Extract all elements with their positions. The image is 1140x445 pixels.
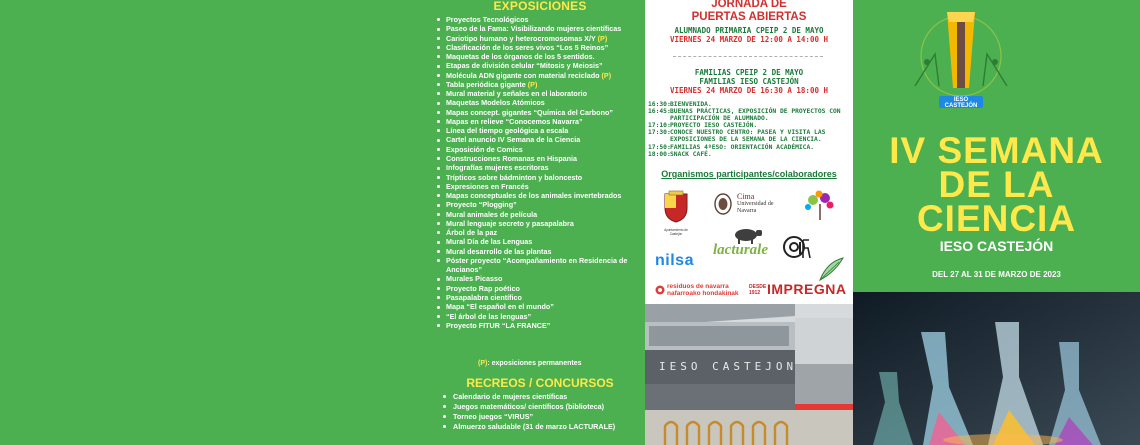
schedule-time: 16:45:: [648, 108, 671, 116]
emblem-label: IESO CASTEJÓN: [944, 97, 978, 109]
exposicion-label: Mural lenguaje secreto y pasapalabra: [446, 218, 574, 228]
at-logo: [781, 232, 811, 262]
exposicion-label: Proyecto Rap poético: [446, 283, 520, 293]
building-sign: IESO CASTEJON: [659, 360, 798, 373]
schedule-text: BUENAS PRÁCTICAS, EXPOSICIÓN DE PROYECTOS CON PARTICIPACIÓN DE ALUMNADO.: [670, 108, 841, 123]
recreo-item: Torneo juegos “VIRUS”: [443, 412, 643, 422]
exposicion-item: [437, 80, 645, 89]
schedule-row: [648, 129, 850, 143]
alumnado-date: VIERNES 24 MARZO DE 12:00 A 14:00 H: [669, 35, 829, 44]
feather-icon: [817, 256, 845, 282]
permanent-note: [478, 360, 582, 367]
exposicion-item: [437, 163, 645, 172]
exposicion-label: Póster proyecto “Acompañamiento en Residencia de Ancianos”: [446, 255, 628, 275]
exposicion-label: Pasapalabra científico: [446, 292, 522, 302]
schedule-row: [648, 151, 850, 158]
exposicion-label: Molécula ADN gigante con material reciclado: [446, 70, 600, 80]
recreo-item: Calendario de mujeres científicas: [443, 392, 643, 402]
exposicion-item: [437, 145, 645, 154]
lab-flasks-photo: [853, 292, 1140, 445]
exposicion-item: [437, 256, 637, 275]
exposiciones-list: [437, 15, 645, 330]
schedule-row: [648, 108, 850, 122]
exposicion-label: Clasificación de los seres vivos “Los 5 Reinos”: [446, 42, 609, 52]
open-day-title: [645, 0, 853, 23]
exposicion-item: [437, 182, 645, 191]
exposicion-label: Cartel anuncio IV Semana de la Ciencia: [446, 135, 581, 145]
exposicion-item: [437, 52, 645, 61]
exposicion-label: Mural Día de las Lenguas: [446, 237, 533, 247]
exposicion-label: Proyecto FITUR “LA FRANCE”: [446, 320, 551, 330]
exposicion-item: [437, 117, 645, 126]
residuos-line-1: residuos de navarra: [667, 283, 729, 290]
exposicion-item: [437, 135, 645, 144]
schedule-row: [648, 122, 850, 129]
organizations-heading: Organismos participantes/colaboradores: [661, 169, 837, 179]
exposicion-item: [437, 154, 645, 163]
schedule-time: 17:50:: [648, 143, 671, 151]
exposicion-label: Mural animales de película: [446, 209, 538, 219]
exposicion-item: [437, 312, 645, 321]
exposicion-label: Infografías mujeres escritoras: [446, 163, 549, 173]
shield-icon: [659, 190, 693, 224]
exposicion-item: [437, 200, 645, 209]
school-building-photo: [645, 304, 853, 445]
impregna-year: DESDE 1912: [749, 284, 767, 296]
main-title-line1: IV SEMANA: [889, 130, 1104, 171]
exposicion-item: [437, 15, 645, 24]
emblem-icon: [909, 4, 1013, 110]
exposicion-label: Mapas en relieve “Conocemos Navarra”: [446, 116, 583, 126]
exposicion-label: “El árbol de las lenguas”: [446, 311, 532, 321]
exposicion-item: [437, 61, 645, 70]
exposicion-item: [437, 321, 645, 330]
date-range: DEL 27 AL 31 DE MARZO DE 2023: [932, 270, 1061, 279]
schedule-text: SNACK CAFÉ.: [670, 150, 712, 158]
exposicion-label: Proyecto “Plogging”: [446, 200, 517, 210]
exposicion-label: Maquetas de los órganos de los 5 sentidos.: [446, 52, 595, 62]
exposicion-item: [437, 43, 645, 52]
recreo-item: Juegos matemáticos/ científicos (biblioteca): [443, 402, 643, 412]
exposicion-item: [437, 293, 645, 302]
ayuntamiento-logo: [659, 190, 693, 238]
exposicion-item: [437, 302, 645, 311]
alumnado-line: ALUMNADO PRIMARIA CPEIP 2 DE MAYO: [674, 26, 824, 35]
permanent-note-text: : exposiciones permanentes: [487, 360, 582, 367]
exposicion-label: Mapas conceptuales de los animales invertebrados: [446, 191, 622, 201]
residuos-line-2: nafarroako hondakinak: [667, 290, 739, 297]
sponsor-logos: [653, 186, 847, 304]
permanent-badge: (P): [527, 79, 538, 89]
residuos-logo: [655, 282, 739, 302]
exposicion-item: [437, 247, 645, 256]
exposicion-item: [437, 284, 645, 293]
schedule-time: 17:30:: [648, 129, 671, 137]
recreos-list: [443, 392, 643, 432]
exposicion-item: [437, 126, 645, 135]
nilsa-logo: [655, 252, 707, 272]
flasks-illustration: [853, 292, 1140, 445]
tree-logo: [797, 190, 843, 222]
tree-icon: [797, 190, 843, 222]
school-name: IESO CASTEJÓN: [939, 238, 1054, 254]
main-title: [853, 130, 1140, 239]
permanent-note-marker: (P): [478, 360, 488, 367]
exposicion-item: [437, 71, 645, 80]
familias-line-2: FAMILIAS IESO CASTEJÓN: [699, 77, 799, 86]
exposicion-item: [437, 89, 645, 98]
exposicion-item: [437, 237, 645, 246]
schedule-text: BIENVENIDA.: [670, 101, 712, 108]
exposicion-label: Línea del tiempo geológica a escala: [446, 126, 569, 136]
feather-logo: [817, 256, 845, 282]
exposicion-label: Maquetas Modelos Atómicos: [446, 98, 545, 108]
schedule-text: PROYECTO IESO CASTEJÓN.: [670, 122, 758, 130]
exposicion-label: Mapa “El español en el mundo”: [446, 302, 554, 312]
building-illustration: [645, 304, 853, 445]
schedule-text: CONOCE NUESTRO CENTRO: PASEA Y VISITA LAS EXPOSICIONES DE LA SEMANA DE LA CIENCIA.: [670, 129, 826, 144]
dashed-divider: [673, 56, 823, 57]
title-panel: [853, 0, 1140, 445]
schedule-list: [648, 101, 850, 158]
seal-icon: [713, 192, 733, 216]
ayuntamiento-label: Ayuntamiento de Castejón: [664, 228, 688, 236]
permanent-badge: (P): [597, 33, 608, 43]
exposicion-label: Expresiones en Francés: [446, 181, 529, 191]
exposicion-label: Proyectos Tecnológicos: [446, 15, 529, 24]
exposicion-label: Murales Picasso: [446, 274, 503, 284]
exposicion-item: [437, 210, 645, 219]
exposicion-item: [437, 173, 645, 182]
exposicion-label: Paseo de la Fama: Visibilizando mujeres científicas: [446, 24, 622, 34]
cima-name: Cima: [737, 192, 755, 201]
schedule-time: 16:30:: [648, 101, 671, 108]
exposicion-item: [437, 228, 645, 237]
exposicion-item: [437, 24, 645, 33]
exposicion-item: [437, 98, 645, 107]
open-day-title-line1: JORNADA DE: [711, 0, 787, 10]
recreo-item: Almuerzo saludable (31 de marzo LACTURALE): [443, 422, 643, 432]
familias-date: VIERNES 24 MARZO DE 16:30 A 18:00 H: [669, 86, 829, 95]
lacturale-wordmark: lacturale: [713, 242, 768, 258]
exposicion-label: Árbol de la paz: [446, 228, 498, 238]
exposicion-item: [437, 274, 645, 283]
exposicion-label: Etapas de división celular “Mitosis y Meiosis”: [446, 61, 603, 71]
permanent-badge: (P): [601, 70, 612, 80]
open-day-panel: [645, 0, 853, 445]
exposiciones-heading: EXPOSICIONES: [493, 0, 587, 13]
exposicion-label: Cariotipo humano y heterocromosomas X/Y: [446, 33, 596, 43]
exposicion-item: [437, 219, 645, 228]
exposicion-label: Tabla periódica gigante: [446, 79, 526, 89]
exposicion-item: [437, 34, 645, 43]
schedule-time: 17:10:: [648, 122, 671, 130]
recycle-icon: [655, 285, 665, 295]
recreos-heading: RECREOS / CONCURSOS: [466, 376, 614, 390]
exposicion-label: Trípticos sobre bádminton y baloncesto: [446, 172, 583, 182]
schedule-time: 18:00:: [648, 150, 671, 158]
schedule-row: [648, 144, 850, 151]
at-sign-icon: [781, 232, 811, 262]
open-day-title-line2: PUERTAS ABIERTAS: [691, 10, 807, 23]
main-title-line3: CIENCIA: [916, 198, 1077, 239]
cima-logo: [713, 190, 783, 224]
exposicion-label: Construcciones Romanas en Hispania: [446, 153, 578, 163]
main-title-line2: DE LA: [938, 164, 1055, 205]
impregna-wordmark: IMPREGNA: [767, 281, 847, 297]
nilsa-wordmark: nilsa: [655, 252, 694, 269]
exposicion-label: Exposición de Comics: [446, 144, 523, 154]
exposicion-label: Mural desarrollo de las plantas: [446, 246, 552, 256]
familias-line-1: FAMILIAS CPEIP 2 DE MAYO: [694, 68, 804, 77]
exposicion-item: [437, 108, 645, 117]
cima-university: Universidad de Navarra: [737, 201, 774, 214]
exposicion-label: Mapas concept. gigantes “Química del Carbono”: [446, 107, 613, 117]
impregna-logo: [749, 280, 847, 302]
exposicion-item: [437, 191, 645, 200]
lacturale-logo: [713, 226, 771, 262]
school-emblem: [909, 4, 1013, 120]
schedule-text: FAMILIAS 4ºESO: ORIENTACIÓN ACADÉMICA.: [670, 143, 815, 151]
exposicion-label: Mural material y señales en el laboratorio: [446, 89, 588, 99]
